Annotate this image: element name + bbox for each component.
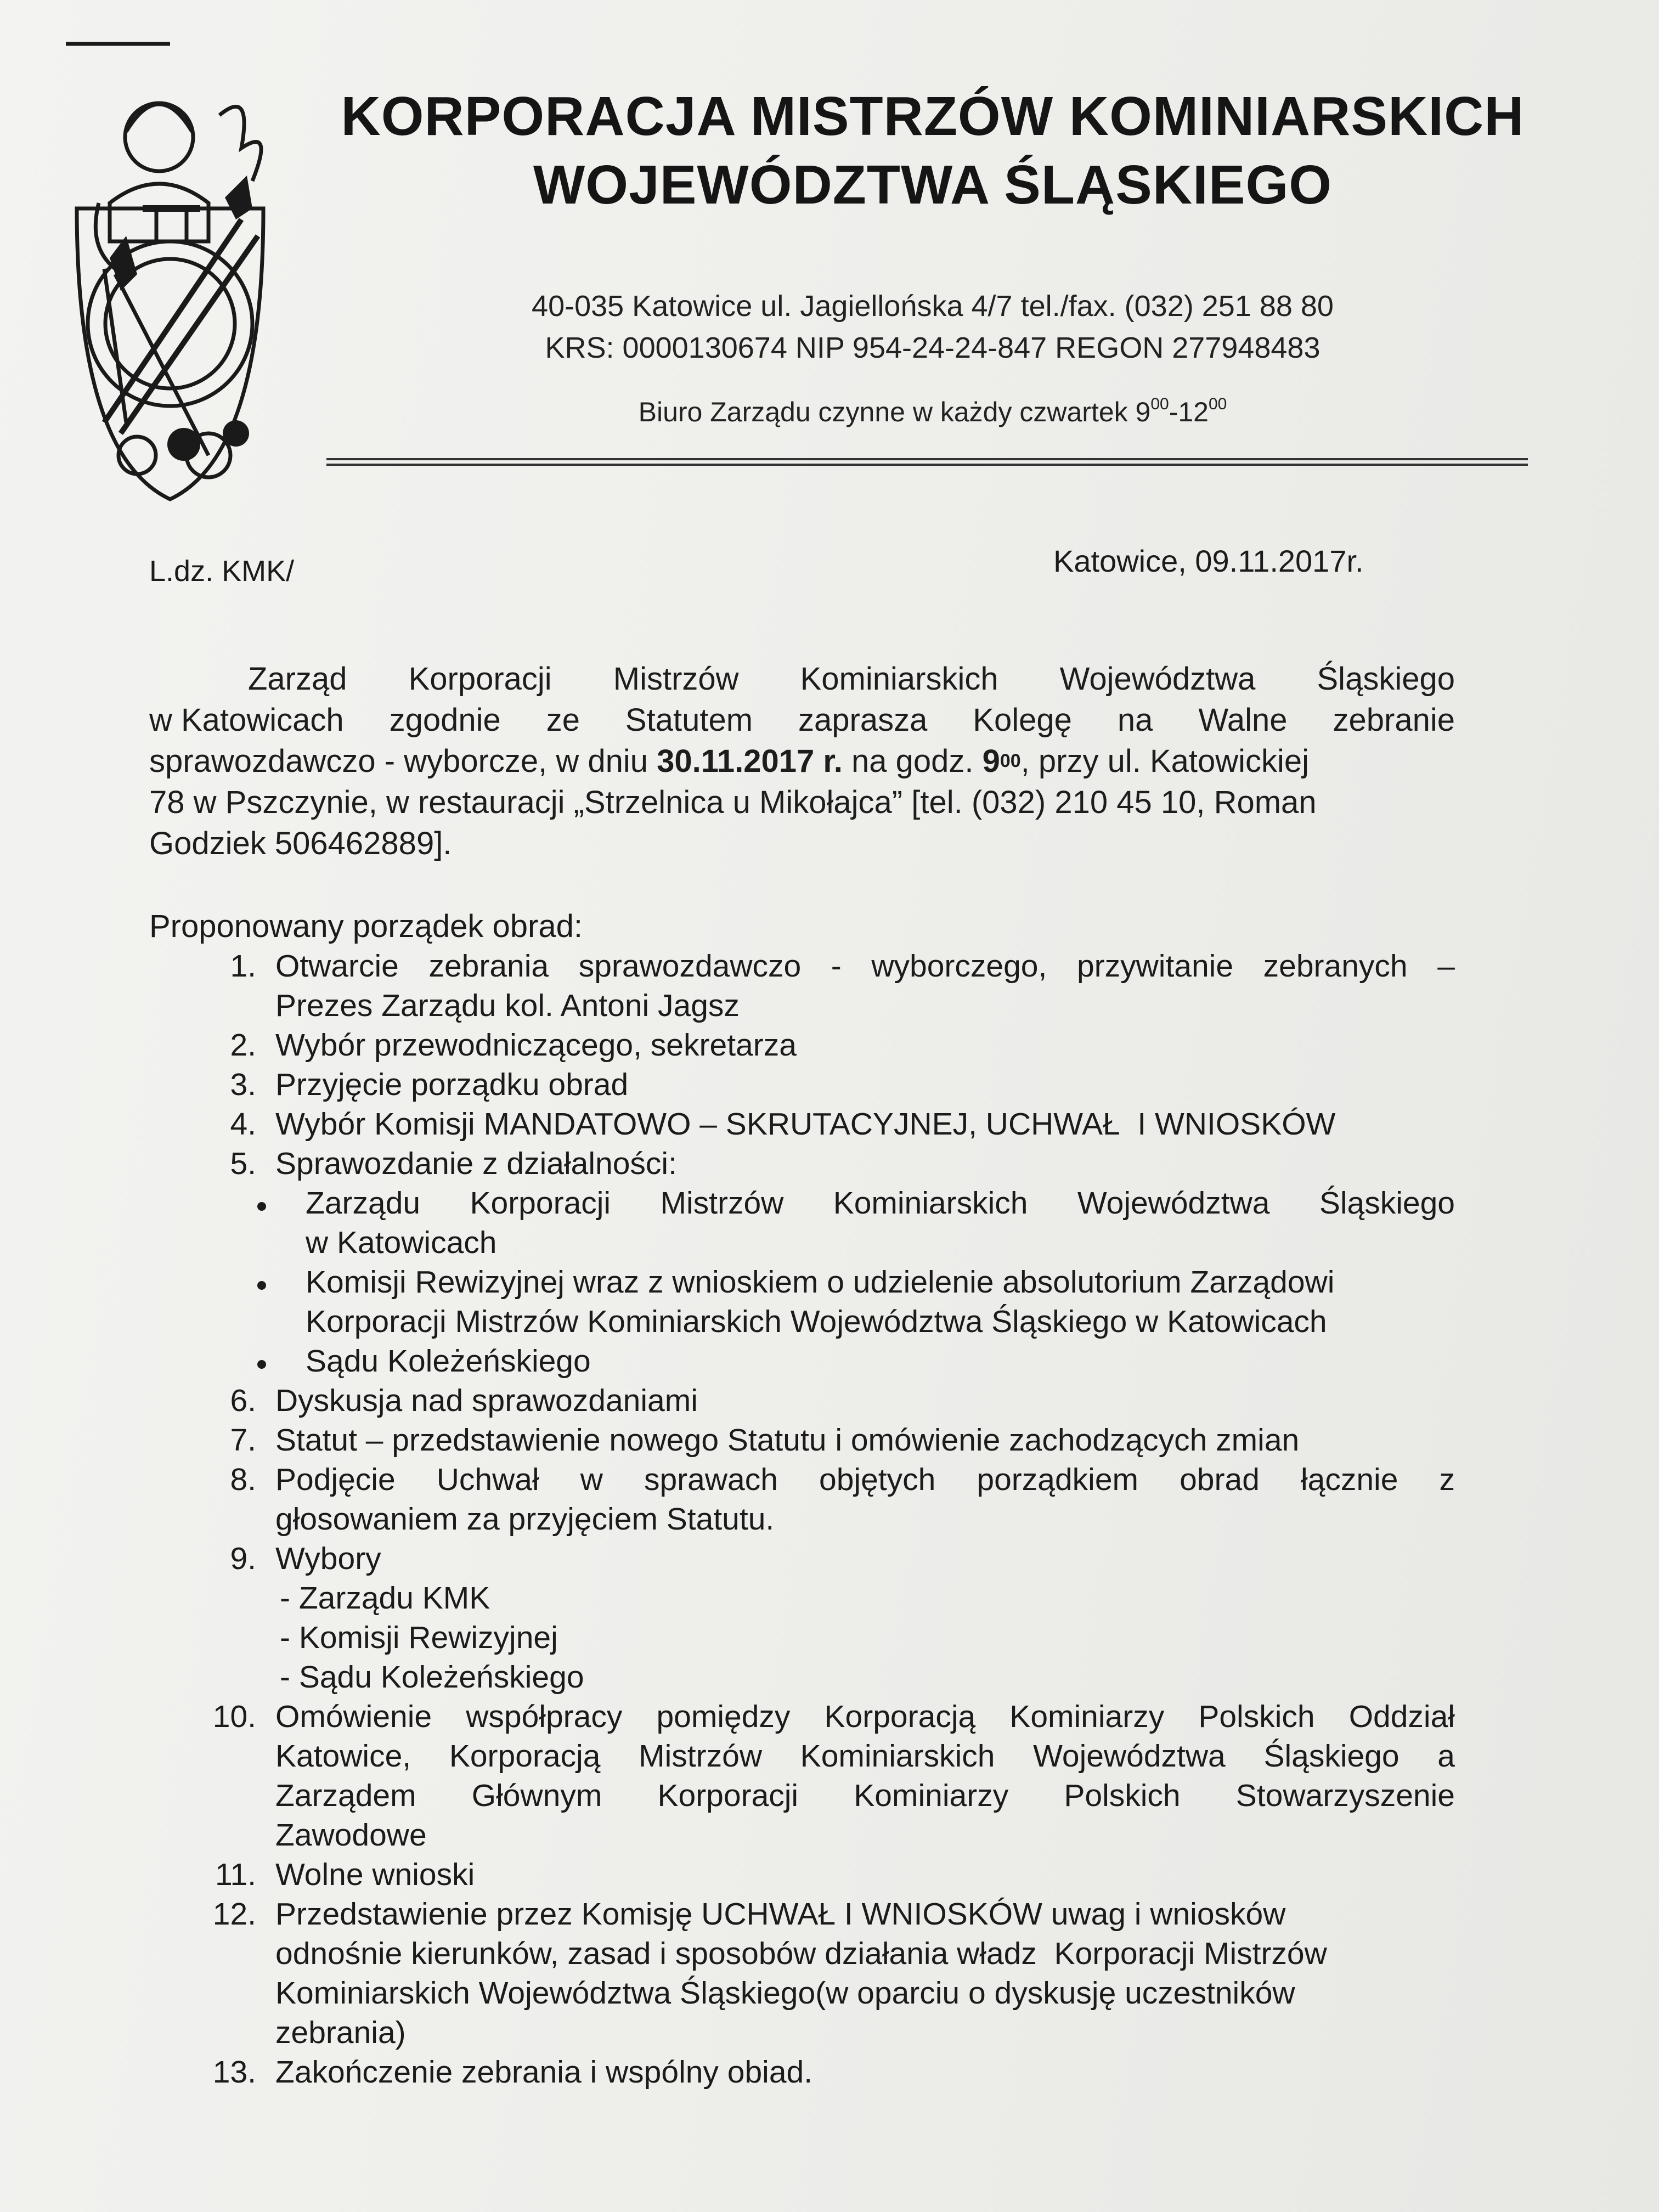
word: Kominiarzy — [854, 1778, 1009, 1813]
word: objętych — [819, 1462, 936, 1497]
word: Polskich — [1064, 1778, 1181, 1813]
reference-number: L.dz. KMK/ — [149, 555, 295, 588]
item-text: Wolne wnioski — [275, 1857, 475, 1892]
word: a — [1437, 1739, 1455, 1774]
word: - — [831, 949, 842, 984]
word: zebranie — [1333, 702, 1455, 738]
list-item — [149, 1855, 1455, 1894]
election-item: - Komisji Rewizyjnej — [280, 1620, 558, 1655]
word: Statutem — [625, 702, 753, 738]
word: Zarządem — [275, 1778, 416, 1813]
meeting-hour: 9 — [982, 743, 1000, 779]
word: – — [1437, 949, 1455, 984]
list-item — [149, 1539, 1455, 1697]
word: w Katowicach — [149, 702, 344, 738]
word: Zarząd — [248, 661, 347, 697]
list-item — [149, 1381, 1455, 1420]
intro-text: na godz. — [842, 743, 983, 779]
word: Uchwał — [436, 1462, 539, 1497]
item-text: Zakończenie zebrania i wspólny obiad. — [275, 2055, 813, 2090]
list-item — [149, 1065, 1455, 1104]
meeting-minutes: 00 — [1000, 751, 1021, 771]
item-text: Statut – przedstawienie nowego Statutu i omówienie zachodzących zmian — [275, 1423, 1300, 1458]
item-line: głosowaniem za przyjęciem Statutu. — [275, 1502, 775, 1537]
list-item — [149, 1104, 1455, 1144]
item-line: Przedstawienie przez Komisję UCHWAŁ I WNIOSKÓW uwag i wniosków — [275, 1897, 1286, 1932]
item-text: Wybory — [275, 1541, 381, 1576]
word: w — [580, 1462, 603, 1497]
item-number: 12. — [212, 1897, 256, 1932]
office-hours — [494, 395, 1372, 428]
word: sprawozdawczo — [578, 949, 802, 984]
word: Korporacją — [449, 1739, 601, 1774]
list-item — [149, 1144, 1455, 1183]
word: Głównym — [471, 1778, 602, 1813]
word: zebranych — [1263, 949, 1408, 984]
intro-line-2 — [149, 699, 1455, 741]
item-text: Wybór przewodniczącego, sekretarza — [275, 1028, 797, 1063]
bullet-line: Komisji Rewizyjnej wraz z wnioskiem o udzielenie absolutorium Zarządowi — [306, 1265, 1335, 1300]
word: Mistrzów — [613, 661, 739, 697]
agenda-title: Proponowany porządek obrad: — [149, 909, 583, 944]
list-item — [149, 946, 1455, 1025]
word: na — [1117, 702, 1153, 738]
item-number: 6. — [230, 1383, 256, 1418]
word: Śląskiego — [1319, 1186, 1455, 1221]
word: zebrania — [428, 949, 549, 984]
item-number: 3. — [230, 1067, 256, 1102]
word: porządkiem — [977, 1462, 1139, 1497]
word: wyborczego, — [871, 949, 1047, 984]
word: Omówienie — [275, 1699, 432, 1734]
list-item — [149, 1420, 1455, 1460]
item-number: 8. — [230, 1462, 256, 1497]
item-line — [275, 1697, 1455, 1736]
item-line — [275, 1776, 1455, 1815]
word: sprawach — [644, 1462, 778, 1497]
word: Mistrzów — [639, 1739, 762, 1774]
list-item — [149, 1697, 1455, 1855]
chimney-sweep-emblem-icon — [44, 38, 296, 510]
list-item — [149, 1460, 1455, 1539]
intro-line-1 — [149, 658, 1455, 699]
word: Oddział — [1348, 1699, 1455, 1734]
intro-line-5: Godziek 506462889]. — [149, 826, 452, 861]
word: Polskich — [1198, 1699, 1315, 1734]
item-number: 1. — [230, 949, 256, 984]
item-number: 2. — [230, 1028, 256, 1063]
word: Zarządu — [306, 1186, 421, 1221]
intro-line-4: 78 w Pszczynie, w restauracji „Strzelnica u Mikołajca” [tel. (032) 210 45 10, Roman — [149, 785, 1317, 820]
item-line: Kominiarskich Województwa Śląskiego(w oparciu o dyskusję uczestników — [275, 1976, 1295, 2011]
invitation-paragraph — [149, 658, 1455, 864]
item-number: 7. — [230, 1423, 256, 1458]
bullet-icon — [256, 1341, 306, 1381]
bullet-line: Korporacji Mistrzów Kominiarskich Województwa Śląskiego w Katowicach — [306, 1304, 1327, 1339]
word: Kominiarzy — [1009, 1699, 1165, 1734]
word: Kominiarskich — [833, 1186, 1028, 1221]
word: Kominiarskich — [800, 1739, 995, 1774]
word: Korporacją — [824, 1699, 976, 1734]
meeting-date: 30.11.2017 r. — [657, 743, 843, 779]
election-list — [275, 1578, 1455, 1697]
word: Śląskiego — [1317, 661, 1455, 697]
item-text: Przyjęcie porządku obrad — [275, 1067, 629, 1102]
item-text: Dyskusja nad sprawozdaniami — [275, 1383, 698, 1418]
place-and-date: Katowice, 09.11.2017r. — [1053, 544, 1364, 578]
item-line: zebrania) — [275, 2015, 406, 2050]
intro-text: , przy ul. Katowickiej — [1020, 743, 1310, 779]
item-number: 4. — [230, 1107, 256, 1142]
word: pomiędzy — [656, 1699, 791, 1734]
bullet-icon — [256, 1183, 306, 1262]
item-number: 10. — [212, 1699, 256, 1734]
word: Katowice, — [275, 1739, 411, 1774]
election-item: - Sądu Koleżeńskiego — [280, 1660, 584, 1695]
office-hours-to-min: 00 — [1208, 395, 1227, 413]
intro-text: sprawozdawczo - wyborcze, w dniu — [149, 743, 657, 779]
intro-line-3 — [149, 741, 1455, 782]
bullet-line — [306, 1183, 1455, 1223]
office-hours-to: -12 — [1169, 397, 1209, 427]
word: Mistrzów — [660, 1186, 784, 1221]
word: Kominiarskich — [800, 661, 998, 697]
word: łącznie — [1300, 1462, 1398, 1497]
election-item: - Zarządu KMK — [280, 1581, 490, 1616]
word: Walne — [1198, 702, 1288, 738]
word: Stowarzyszenie — [1235, 1778, 1455, 1813]
list-item — [149, 1025, 1455, 1065]
word: Podjęcie — [275, 1462, 396, 1497]
office-hours-from-min: 00 — [1150, 395, 1169, 413]
word: Korporacji — [470, 1186, 611, 1221]
word: z — [1439, 1462, 1455, 1497]
word: Korporacji — [408, 661, 552, 697]
word: Województwa — [1077, 1186, 1270, 1221]
bullet-line: w Katowicach — [306, 1225, 497, 1260]
item-number: 9. — [230, 1541, 256, 1576]
bullet-item — [256, 1262, 1455, 1341]
item-line: Prezes Zarządu kol. Antoni Jagsz — [275, 988, 740, 1023]
item-text: Wybór Komisji MANDATOWO – SKRUTACYJNEJ, UCHWAŁ I WNIOSKÓW — [275, 1107, 1336, 1142]
registry-line: KRS: 0000130674 NIP 954-24-24-847 REGON 277948483 — [545, 331, 1321, 364]
office-hours-prefix: Biuro Zarządu czynne w każdy czwartek 9 — [638, 397, 1151, 427]
word: Kolegę — [973, 702, 1072, 738]
word: Otwarcie — [275, 949, 399, 984]
word: obrad — [1180, 1462, 1260, 1497]
word: Śląskiego — [1263, 1739, 1400, 1774]
bullet-icon — [256, 1262, 306, 1341]
word: Województwa — [1059, 661, 1256, 697]
item-number: 5. — [230, 1146, 256, 1181]
header-divider — [326, 458, 1528, 466]
item-text: Sprawozdanie z działalności: — [275, 1146, 677, 1181]
word: zaprasza — [798, 702, 928, 738]
item-number: 11. — [215, 1857, 256, 1892]
word: ze — [546, 702, 580, 738]
bullet-item — [256, 1183, 1455, 1262]
report-bullets — [256, 1183, 1455, 1381]
address-line: 40-035 Katowice ul. Jagiellońska 4/7 tel./fax. (032) 251 88 80 — [532, 290, 1334, 323]
word: zgodnie — [389, 702, 501, 738]
organization-title-line2: WOJEWÓDZTWA ŚLĄSKIEGO — [533, 154, 1333, 216]
word: Korporacji — [657, 1778, 799, 1813]
organization-address-block — [494, 285, 1372, 369]
organization-title — [329, 82, 1536, 219]
item-line: odnośnie kierunków, zasad i sposobów działania władz Korporacji Mistrzów — [275, 1936, 1327, 1971]
bullet-line: Sądu Koleżeńskiego — [306, 1344, 591, 1379]
word: współpracy — [466, 1699, 623, 1734]
organization-title-line1: KORPORACJA MISTRZÓW KOMINIARSKICH — [341, 86, 1525, 147]
bullet-item — [256, 1341, 1455, 1381]
item-line — [275, 1736, 1455, 1776]
item-line: Zawodowe — [275, 1818, 427, 1853]
item-number: 13. — [212, 2055, 256, 2090]
list-item — [149, 1894, 1455, 2052]
item-line — [275, 946, 1455, 986]
list-item — [149, 2052, 1455, 2092]
agenda-list — [149, 946, 1455, 2092]
word: Województwa — [1033, 1739, 1226, 1774]
item-line — [275, 1460, 1455, 1499]
word: przywitanie — [1076, 949, 1234, 984]
